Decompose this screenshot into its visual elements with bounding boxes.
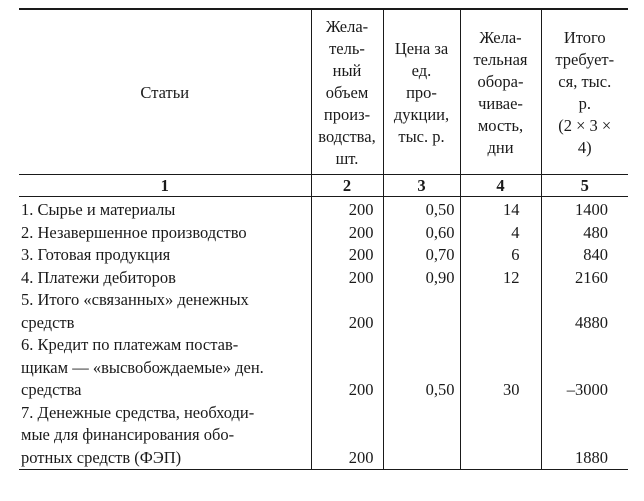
table-row [19, 289, 628, 334]
qty-cell: 200 [311, 402, 383, 470]
table-row [19, 334, 628, 402]
table-row [19, 197, 628, 222]
row-label-line: средств [21, 312, 75, 332]
turnover-cell: 4 [460, 222, 541, 245]
column-number: 5 [541, 175, 628, 197]
price-cell [383, 289, 460, 334]
row-label [19, 244, 311, 267]
header-line: ся, тыс. [558, 72, 612, 91]
header-line: мость, [477, 116, 524, 135]
header-line: объем [325, 83, 369, 102]
price-cell: 0,60 [383, 222, 460, 245]
header-line: 4) [577, 138, 592, 157]
header-line: ный [332, 61, 362, 80]
total-cell: 1400 [541, 197, 628, 222]
qty-cell: 200 [311, 197, 383, 222]
row-label-line: 3. Готовая продукция [21, 245, 171, 264]
row-label [19, 197, 311, 222]
header-items [19, 9, 311, 175]
column-number: 4 [460, 175, 541, 197]
qty-cell: 200 [311, 244, 383, 267]
header-line: водства, [318, 127, 376, 146]
row-label-line: щикам — «высвобождаемые» ден. [21, 357, 264, 377]
header-line: шт. [335, 149, 359, 168]
turnover-cell: 14 [460, 197, 541, 222]
header-line: (2 × 3 × [558, 116, 612, 135]
row-label [19, 267, 311, 290]
header-items-text: Статьи [140, 83, 190, 102]
row-label-line: мые для финансирования обо- [21, 425, 235, 444]
header-line: тыс. р. [398, 127, 445, 146]
header-line: Жела- [325, 17, 369, 36]
header-total-required [541, 9, 628, 175]
header-line: тель- [329, 39, 365, 58]
price-cell: 0,50 [383, 197, 460, 222]
header-line: требует- [555, 50, 615, 69]
turnover-cell: 30 [460, 334, 541, 402]
turnover-cell [460, 289, 541, 334]
row-label [19, 402, 311, 470]
qty-cell: 200 [311, 267, 383, 290]
row-label-line: 2. Незавершенное производство [21, 222, 247, 242]
header-line: обора- [477, 72, 524, 91]
row-label-line: средства [21, 380, 82, 399]
header-line: Итого [563, 28, 606, 47]
qty-cell: 200 [311, 289, 383, 334]
table-row [19, 244, 628, 267]
turnover-cell: 12 [460, 267, 541, 290]
header-unit-price [383, 9, 460, 175]
qty-cell: 200 [311, 222, 383, 245]
row-label-line: 6. Кредит по платежам постав- [21, 335, 239, 354]
table-row [19, 267, 628, 290]
header-line: р. [578, 94, 591, 113]
header-line: про- [406, 83, 437, 102]
row-label-line: 4. Платежи дебиторов [21, 267, 176, 287]
column-number: 2 [311, 175, 383, 197]
working-capital-table [19, 8, 628, 470]
total-cell: –3000 [541, 334, 628, 402]
row-label-line: 7. Денежные средства, необходи- [21, 402, 255, 422]
header-line: чивае- [478, 94, 523, 113]
header-line: ед. [411, 61, 432, 80]
turnover-cell [460, 402, 541, 470]
header-line: тельная [473, 50, 528, 69]
column-number: 1 [19, 175, 311, 197]
price-cell: 0,50 [383, 334, 460, 402]
row-label [19, 289, 311, 334]
turnover-cell: 6 [460, 244, 541, 267]
header-line: дни [487, 138, 514, 157]
row-label [19, 334, 311, 402]
row-label-line: 1. Сырье и материалы [21, 200, 176, 219]
total-cell: 4880 [541, 289, 628, 334]
price-cell: 0,70 [383, 244, 460, 267]
header-line: Жела- [479, 28, 522, 47]
price-cell [383, 402, 460, 470]
row-label [19, 222, 311, 245]
price-cell: 0,90 [383, 267, 460, 290]
table-row [19, 222, 628, 245]
qty-cell: 200 [311, 334, 383, 402]
header-desired-volume [311, 9, 383, 175]
column-number: 3 [383, 175, 460, 197]
row-label-line: 5. Итого «связанных» денежных [21, 290, 249, 309]
header-line: дукции, [393, 105, 450, 124]
total-cell: 2160 [541, 267, 628, 290]
header-line: Цена за [394, 39, 449, 58]
table-row [19, 402, 628, 470]
row-label-line: ротных средств (ФЭП) [21, 447, 182, 467]
total-cell: 1880 [541, 402, 628, 470]
total-cell: 840 [541, 244, 628, 267]
header-turnover [460, 9, 541, 175]
header-line: произ- [323, 105, 371, 124]
total-cell: 480 [541, 222, 628, 245]
